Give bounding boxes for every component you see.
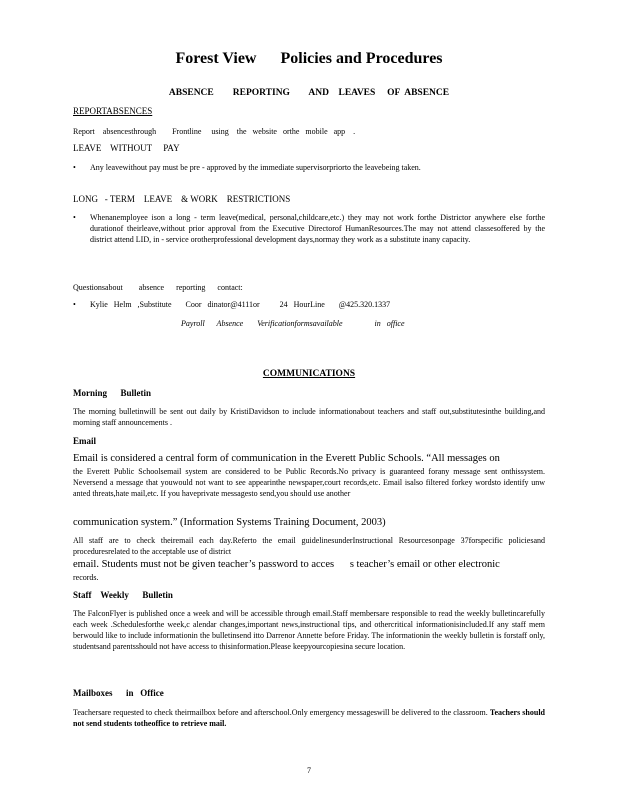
page-title: Forest View Policies and Procedures xyxy=(175,50,443,67)
email-text-4: All staff are to check theiremail each day.Referto the email guidelinesunderInstructional Resourcesonpage 37forspecific policiesand proceduresrelated to the acceptable use of district xyxy=(73,536,545,556)
page-number: 7 xyxy=(307,766,311,775)
long-term-text: Whenanemployee ison a long - term leave(medical, personal,childcare,etc.) they may not work forthe Districtor anywhere else forthe durationof theirleave,without prior approval from the Executive Directorof HumanResources.The may not attend classesoffered by the district attend LID, in - service orotherprofessional development days,normay they work as a substitute inany capacity. xyxy=(90,213,545,244)
morning-bulletin-label: Morning Bulletin xyxy=(73,388,152,398)
mailboxes-text-normal: Teachersare requested to check theirmailbox before and afterschool.Only emergency messageswill be delivered to the classroom. xyxy=(73,708,490,717)
bullet-icon: • xyxy=(73,213,76,222)
email-text-1: Email is considered a central form of communication in the Everett Public Schools. “All messages on xyxy=(73,453,500,464)
email-text-2: the Everett Public Schoolsemail system are considered to be Public Records.No privacy is guaranteed forany message sent onthissystem. Neversend a message that youwould not want to see appearinthe newspaper,court records,etc. Email isalso filtered forkey wordsto identify unw anted threats,hate mail,etc. If you haveprivate messagesto send,you should use another xyxy=(73,467,545,498)
email-text-6: records. xyxy=(73,573,99,582)
long-term-label: LONG - TERM LEAVE & WORK RESTRICTIONS xyxy=(73,194,291,204)
report-absences-text: Report absencesthrough Frontline using the website orthe mobile app . xyxy=(73,127,356,136)
email-label: Email xyxy=(73,436,97,446)
bullet-icon: • xyxy=(73,300,76,309)
mailboxes-text-bold: Teachers should not send students totheoffice to retrieve mail. xyxy=(73,708,545,728)
report-absences-label: REPORTABSENCES xyxy=(73,106,153,116)
morning-bulletin-text: The morning bulletinwill be sent out daily by KristiDavidson to include informationabout teachers and staff out,substitutesinthe building,and morning staff announcements . xyxy=(73,407,545,427)
mailboxes-text xyxy=(73,707,545,729)
questions-label: Questionsabout absence reporting contact: xyxy=(73,283,243,292)
leave-without-pay-text: Any leavewithout pay must be pre - approved by the immediate supervisorpriorto the leavebeing taken. xyxy=(90,163,421,172)
payroll-note: Payroll Absence Verificationformsavailable in office xyxy=(181,319,405,328)
section-heading-absence: ABSENCE REPORTING AND LEAVES OF ABSENCE xyxy=(168,88,450,98)
staff-weekly-text: The FalconFlyer is published once a week and will be accessible through email.Staff membersare responsible to read the weekly bulletincarefully each week .Schedulesforthe week,c alendar changes,important news,instructional tips, and othercritical informationisincluded.If any staff mem berwould like to include informationin the bulletinsend itto Darrenor Annette before Friday. The informationin the weekly bulletin is forstaff only, studentsand parentsshould not have access to thisinformation.Please keepyourcopiesina secure location. xyxy=(73,609,545,651)
email-text-3: communication system.” (Information Systems Training Document, 2003) xyxy=(73,517,386,528)
staff-weekly-label: Staff Weekly Bulletin xyxy=(73,590,173,600)
section-heading-communications: COMMUNICATIONS xyxy=(262,369,356,379)
leave-without-pay-label: LEAVE WITHOUT PAY xyxy=(73,143,180,153)
bullet-icon: • xyxy=(73,163,76,172)
email-text-5: email. Students must not be given teacher’s password to acces s teacher’s email or other electronic xyxy=(73,559,500,570)
questions-contact: Kylie Helm ,Substitute Coor dinator@4111or 24 HourLine @425.320.1337 xyxy=(90,300,391,309)
mailboxes-label: Mailboxes in Office xyxy=(73,688,164,698)
